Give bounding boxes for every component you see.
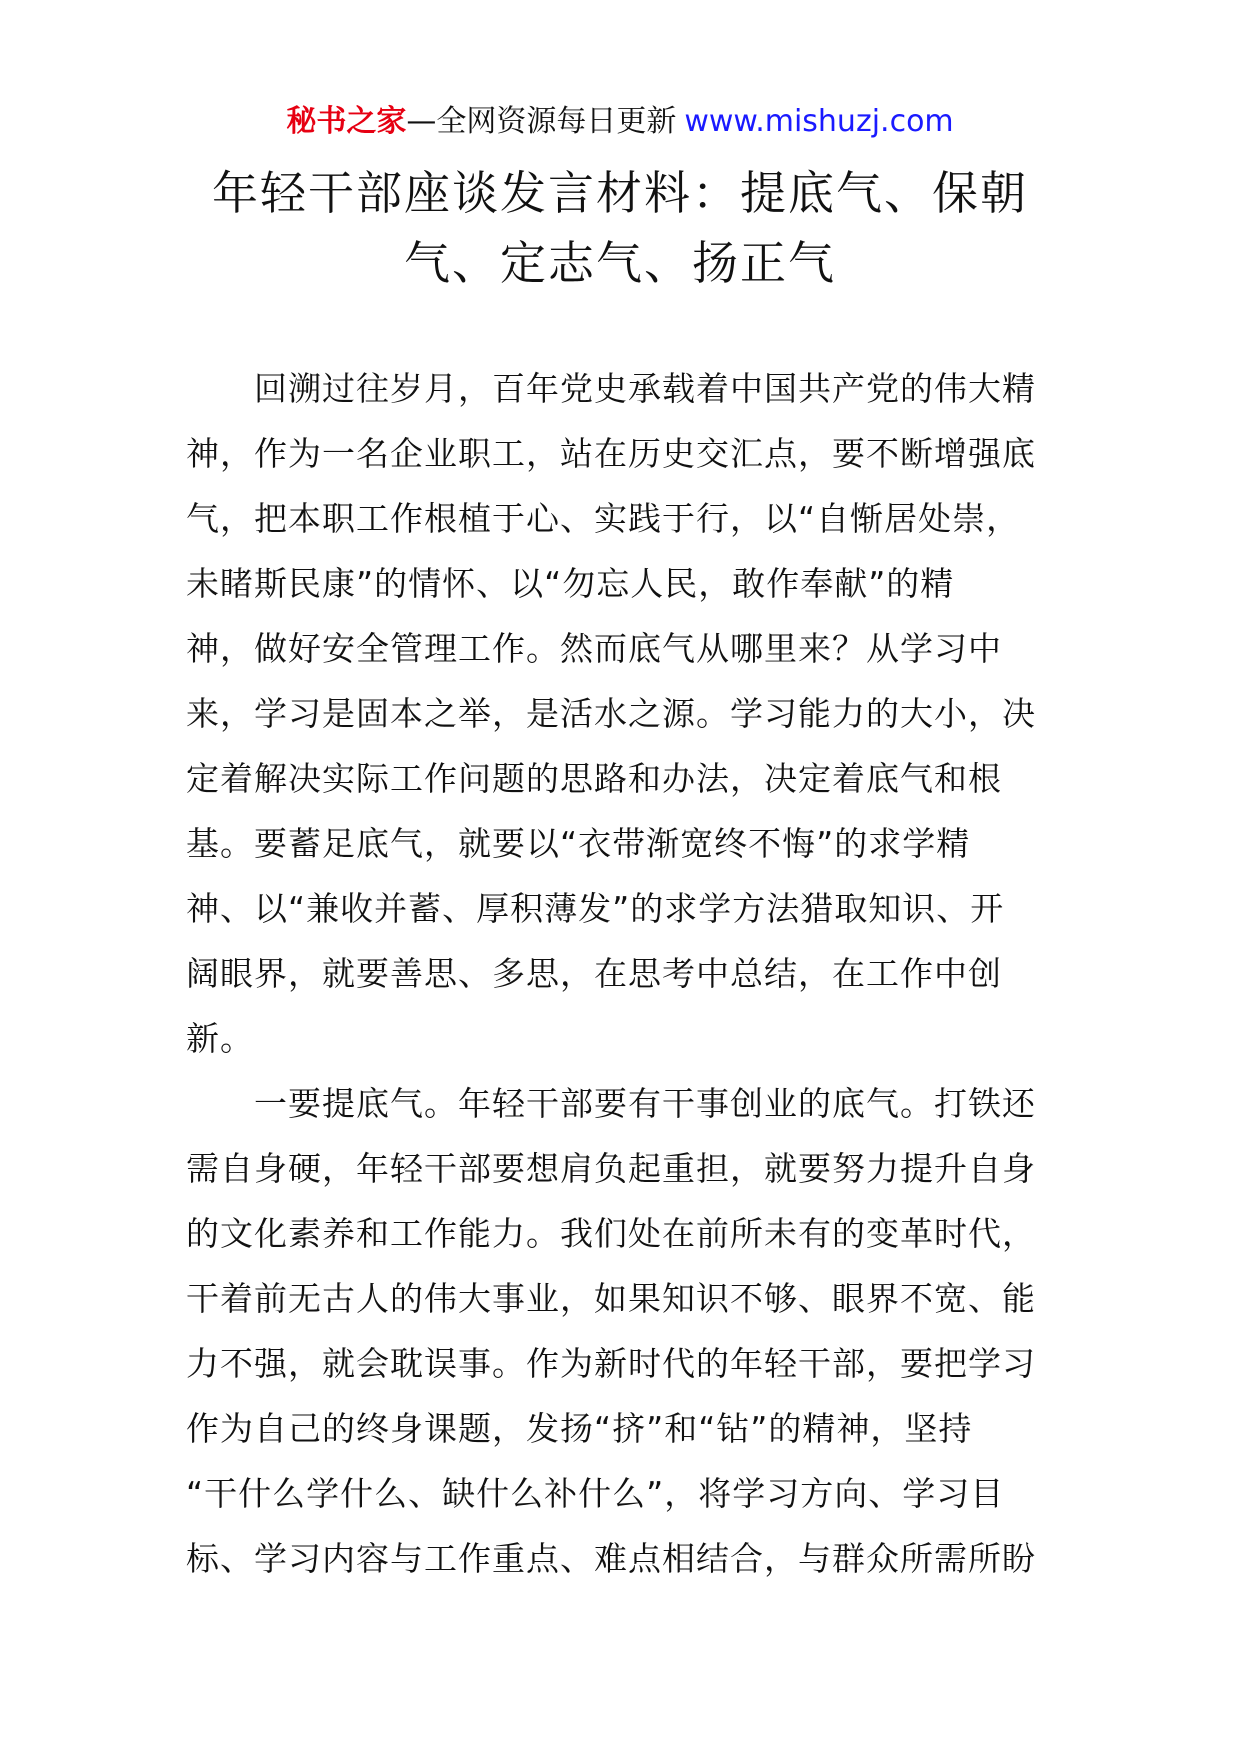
- text-line: 作为自己的终身课题，发扬“挤”和“钻”的精神，坚持: [186, 1409, 973, 1448]
- text-line: 的文化素养和工作能力。我们处在前所未有的变革时代，: [186, 1214, 1036, 1253]
- text-line: 标、学习内容与工作重点、难点相结合，与群众所需所盼: [186, 1539, 1036, 1578]
- text-line: 神、以“兼收并蓄、厚积薄发”的求学方法猎取知识、开: [186, 889, 1005, 928]
- paragraph-intro: [186, 356, 1054, 1071]
- brand-name: 秘书之家: [286, 104, 407, 139]
- paragraph-section-one: [186, 1071, 1054, 1591]
- text-line: 基。要蓄足底气，就要以“衣带渐宽终不悔”的求学精: [186, 824, 971, 863]
- text-line: 气，把本职工作根植于心、实践于行，以“自惭居处崇，: [186, 499, 1021, 538]
- text-line: 需自身硬，年轻干部要想肩负起重担，就要努力提升自身: [186, 1149, 1036, 1188]
- site-header: [0, 100, 1240, 144]
- text-line: 干着前无古人的伟大事业，如果知识不够、眼界不宽、能: [186, 1279, 1036, 1318]
- text-line: 回溯过往岁月，百年党史承载着中国共产党的伟大精: [254, 369, 1036, 408]
- text-line: 定着解决实际工作问题的思路和办法，决定着底气和根: [186, 759, 1002, 798]
- site-url-link[interactable]: www.mishuzj.com: [684, 104, 954, 139]
- document-body: [186, 356, 1054, 1591]
- text-line: 一要提底气。年轻干部要有干事创业的底气。打铁还: [254, 1084, 1036, 1123]
- text-line: 阔眼界，就要善思、多思，在思考中总结，在工作中创: [186, 954, 1002, 993]
- text-line: 神，做好安全管理工作。然而底气从哪里来？从学习中: [186, 629, 1002, 668]
- text-line: 神，作为一名企业职工，站在历史交汇点，要不断增强底: [186, 434, 1036, 473]
- text-line: 新。: [186, 1019, 254, 1058]
- title-line: 年轻干部座谈发言材料：提底气、保朝: [212, 166, 1028, 220]
- header-tagline: —全网资源每日更新: [406, 104, 677, 139]
- document-title: [160, 158, 1080, 298]
- title-line: 气、定志气、扬正气: [404, 236, 836, 290]
- text-line: 力不强，就会耽误事。作为新时代的年轻干部，要把学习: [186, 1344, 1036, 1383]
- text-line: 未睹斯民康”的情怀、以“勿忘人民，敢作奉献”的精: [186, 564, 955, 603]
- text-line: 来，学习是固本之举，是活水之源。学习能力的大小，决: [186, 694, 1036, 733]
- text-line: “干什么学什么、缺什么补什么”，将学习方向、学习目: [186, 1474, 1005, 1513]
